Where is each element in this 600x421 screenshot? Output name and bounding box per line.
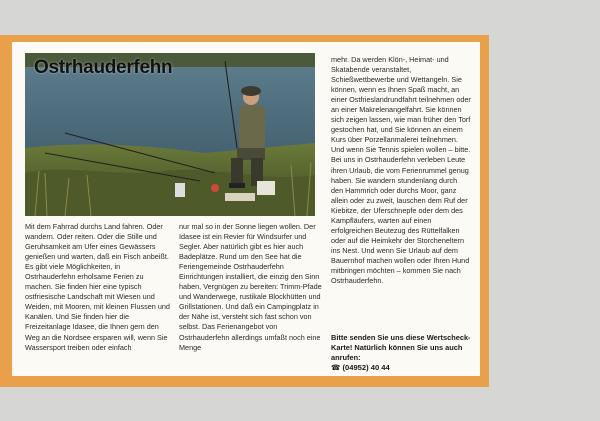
text-column-1: Mit dem Fahrrad durchs Land fahren. Oder wandern. Oder reiten. Oder die Stille und Geruhsamkeit am Ufer eines Gewässers genießen und warten, daß ein Fisch anbeißt. Es gibt viele Möglichkeiten, in Ostrhauderfehn erholsame Ferien zu machen. Sie finden hier eine typisch ostfriesische Landschaft mit Wiesen und Weiden, mit Mooren, mit kleinen Flussen und Kanälen. Und Sie finden hier die Freizeitanlage Idasee, die Ihnen gern den Weg an die Nordsee ersparen will, wenn Sie Wassersport treiben oder einfach xyxy=(25,222,170,352)
angler-photo xyxy=(25,53,315,216)
call-to-action: Bitte senden Sie uns diese Wertscheck-Karte! Natürlich können Sie uns auch anrufen: xyxy=(331,333,471,362)
phone-number: (04952) 40 44 xyxy=(342,363,390,372)
text-column-3: mehr. Da werden Klön-, Heimat- und Skatabende veranstaltet, Schießwettbewerbe und Wettangeln. Sie können, wenn es Ihnen Spaß macht, an einer Ostfrieslandrundfahrt teilnehmen oder an einer Makrelenangelfahrt. Sie können sich zeigen lassen, wie man früher den Torf gestochen hat, und Sie können an einem Kurs über Porzellanmalerei teilnehmen. Und wenn Sie Tennis spielen wollen – bitte. Bei uns in Ostrhauderfehn verleben Leute ihren Urlaub, die vom Ferienrummel genug haben. Sie wandern stundenlang durch den Hammrich oder durchs Moor, ganz allein oder zu zweit, lauschen dem Ruf der Kiebitze, der Uferschnepfe oder dem des Kampfläufers, warten auf einen erfolgreichen Beutezug des Rüttelfalken oder auf die Heimkehr der Storcheneltern ins Nest. Und wenn Sie Urlaub auf dem Bauernhof machen wollen oder Ihren Hund mitbringen möchten – kommen Sie nach Ostrhauderfehn. xyxy=(331,55,471,286)
brochure-page xyxy=(12,42,480,376)
brochure-card xyxy=(0,35,489,387)
phone-line xyxy=(331,363,390,372)
text-column-2: nur mal so in der Sonne liegen wollen. Der Idasee ist ein Revier für Windsurfer und Segler. Aber natürlich gibt es hier auch Badeplätze. Rund um den See hat die Feriengemeinde Ostrhauderfehn Einrichtungen installiert, die einzig den Sinn haben, Vergnügen zu bereiten: Trimm-Pfade und Wanderwege, rustikale Blockhütten und Grillstationen. Und daß ein Campingplatz in der Nähe ist, versteht sich fast schon von selbst. Das Ferienangebot von Ostrhauderfehn allerdings umfaßt noch eine Menge xyxy=(179,222,322,352)
telephone-icon: ☎ xyxy=(331,363,341,372)
page-title: Ostrhauderfehn xyxy=(34,57,173,78)
